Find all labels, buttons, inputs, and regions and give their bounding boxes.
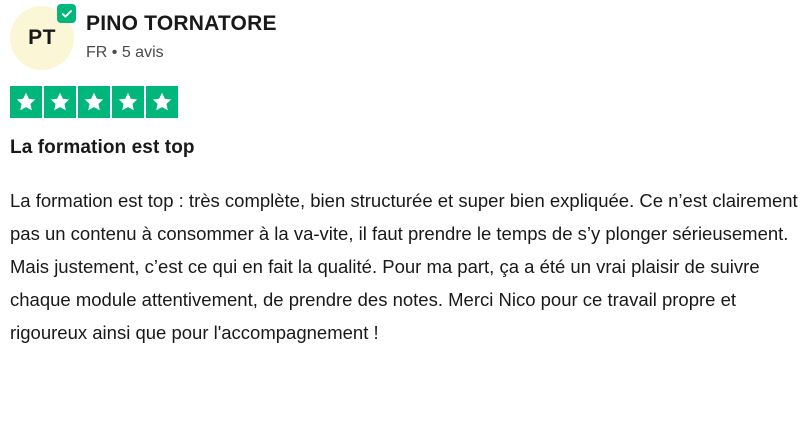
review-title[interactable]: La formation est top	[10, 137, 195, 158]
avatar-container	[10, 6, 74, 70]
reviewer-info	[86, 6, 277, 62]
reviewer-name[interactable]: PINO TORNATORE	[86, 12, 277, 35]
star-icon	[78, 86, 110, 118]
review-body: La formation est top : très complète, bien structurée et super bien expliquée. Ce n’est clairement pas un contenu à consommer à la va-vite, il faut prendre le temps de s’y plonger sérieusement. Mais justement, c’est ce qui en fait la qualité. Pour ma part, ça a été un vrai plaisir de suivre chaque module attentivement, de prendre des notes. Merci Nico pour ce travail propre et rigoureux ainsi que pour l'accompagnement !	[10, 190, 798, 343]
star-icon	[146, 86, 178, 118]
reviewer-meta: FR • 5 avis	[86, 44, 164, 62]
star-icon	[112, 86, 144, 118]
star-rating	[10, 86, 800, 118]
star-icon	[44, 86, 76, 118]
reviewer-header	[10, 6, 800, 70]
check-badge-icon	[57, 4, 76, 23]
avatar: PT	[10, 6, 74, 70]
star-icon	[10, 86, 42, 118]
